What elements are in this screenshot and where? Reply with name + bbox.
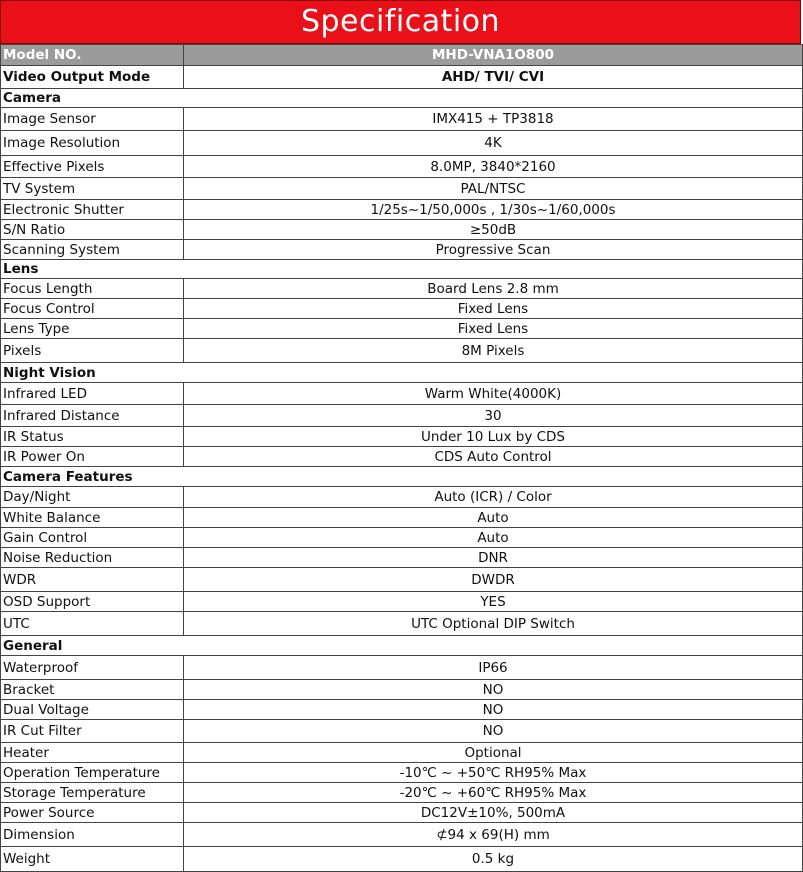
spec-label: Focus Length bbox=[1, 279, 184, 299]
spec-value: CDS Auto Control bbox=[184, 447, 803, 467]
spec-label: Power Source bbox=[1, 803, 184, 823]
table-row bbox=[1, 200, 803, 220]
video-output-label: Video Output Mode bbox=[1, 66, 184, 89]
spec-title: Specification bbox=[0, 0, 801, 44]
spec-label: Infrared Distance bbox=[1, 405, 184, 427]
table-row bbox=[1, 299, 803, 319]
section-night-vision bbox=[1, 363, 803, 383]
spec-label: Focus Control bbox=[1, 299, 184, 319]
section-general bbox=[1, 636, 803, 656]
spec-value: Fixed Lens bbox=[184, 319, 803, 339]
spec-value: Board Lens 2.8 mm bbox=[184, 279, 803, 299]
table-row bbox=[1, 700, 803, 720]
table-row bbox=[1, 487, 803, 508]
spec-value: 4K bbox=[184, 131, 803, 156]
table-row bbox=[1, 823, 803, 847]
spec-value: Progressive Scan bbox=[184, 240, 803, 260]
video-output-value: AHD/ TVI/ CVI bbox=[184, 66, 803, 89]
table-row bbox=[1, 427, 803, 447]
spec-value: DC12V±10%, 500mA bbox=[184, 803, 803, 823]
model-value: MHD-VNA1O800 bbox=[184, 45, 803, 66]
spec-value: Auto bbox=[184, 528, 803, 548]
table-row bbox=[1, 763, 803, 783]
spec-label: Storage Temperature bbox=[1, 783, 184, 803]
table-row bbox=[1, 803, 803, 823]
spec-label: TV System bbox=[1, 178, 184, 200]
section-heading: Night Vision bbox=[1, 363, 803, 383]
spec-label: UTC bbox=[1, 612, 184, 636]
spec-label: Weight bbox=[1, 847, 184, 872]
spec-label: Image Sensor bbox=[1, 108, 184, 131]
spec-value: Optional bbox=[184, 743, 803, 763]
spec-label: Noise Reduction bbox=[1, 548, 184, 568]
spec-value: 30 bbox=[184, 405, 803, 427]
spec-value: IP66 bbox=[184, 656, 803, 680]
table-row bbox=[1, 131, 803, 156]
spec-value: 1/25s~1/50,000s , 1/30s~1/60,000s bbox=[184, 200, 803, 220]
spec-label: IR Status bbox=[1, 427, 184, 447]
table-row bbox=[1, 720, 803, 743]
spec-label: Effective Pixels bbox=[1, 156, 184, 178]
table-row bbox=[1, 783, 803, 803]
table-row bbox=[1, 108, 803, 131]
spec-label: Image Resolution bbox=[1, 131, 184, 156]
spec-value: UTC Optional DIP Switch bbox=[184, 612, 803, 636]
spec-label: Waterproof bbox=[1, 656, 184, 680]
spec-value: IMX415 + TP3818 bbox=[184, 108, 803, 131]
table-row bbox=[1, 319, 803, 339]
spec-value: YES bbox=[184, 592, 803, 612]
video-output-row bbox=[1, 66, 803, 89]
table-row bbox=[1, 656, 803, 680]
section-heading: Lens bbox=[1, 260, 803, 279]
section-lens bbox=[1, 260, 803, 279]
spec-value: DNR bbox=[184, 548, 803, 568]
table-row bbox=[1, 528, 803, 548]
spec-label: Operation Temperature bbox=[1, 763, 184, 783]
section-heading: Camera bbox=[1, 89, 803, 108]
spec-label: Electronic Shutter bbox=[1, 200, 184, 220]
spec-value: NO bbox=[184, 700, 803, 720]
spec-table bbox=[0, 44, 803, 872]
table-row bbox=[1, 405, 803, 427]
spec-label: Heater bbox=[1, 743, 184, 763]
spec-label: Pixels bbox=[1, 339, 184, 363]
table-row bbox=[1, 592, 803, 612]
spec-value: PAL/NTSC bbox=[184, 178, 803, 200]
table-row bbox=[1, 178, 803, 200]
table-row bbox=[1, 568, 803, 592]
section-camera bbox=[1, 89, 803, 108]
table-row bbox=[1, 680, 803, 700]
spec-label: Lens Type bbox=[1, 319, 184, 339]
table-row bbox=[1, 240, 803, 260]
spec-value: Under 10 Lux by CDS bbox=[184, 427, 803, 447]
spec-value: NO bbox=[184, 680, 803, 700]
spec-value: Fixed Lens bbox=[184, 299, 803, 319]
spec-value: DWDR bbox=[184, 568, 803, 592]
spec-label: IR Power On bbox=[1, 447, 184, 467]
spec-value: 0.5 kg bbox=[184, 847, 803, 872]
spec-label: Day/Night bbox=[1, 487, 184, 508]
spec-label: Dimension bbox=[1, 823, 184, 847]
table-row bbox=[1, 612, 803, 636]
table-row bbox=[1, 383, 803, 405]
table-row bbox=[1, 447, 803, 467]
spec-value: Auto bbox=[184, 508, 803, 528]
section-heading: General bbox=[1, 636, 803, 656]
spec-label: OSD Support bbox=[1, 592, 184, 612]
table-row bbox=[1, 847, 803, 872]
spec-value: ≥50dB bbox=[184, 220, 803, 240]
spec-value: ⊄94 x 69(H) mm bbox=[184, 823, 803, 847]
spec-label: White Balance bbox=[1, 508, 184, 528]
spec-value: Auto (ICR) / Color bbox=[184, 487, 803, 508]
model-row bbox=[1, 45, 803, 66]
section-heading: Camera Features bbox=[1, 467, 803, 487]
spec-label: IR Cut Filter bbox=[1, 720, 184, 743]
spec-label: Bracket bbox=[1, 680, 184, 700]
table-row bbox=[1, 508, 803, 528]
spec-label: Infrared LED bbox=[1, 383, 184, 405]
spec-value: -20℃ ~ +60℃ RH95% Max bbox=[184, 783, 803, 803]
spec-value: NO bbox=[184, 720, 803, 743]
spec-label: Scanning System bbox=[1, 240, 184, 260]
table-row bbox=[1, 548, 803, 568]
section-camera-features bbox=[1, 467, 803, 487]
spec-label: WDR bbox=[1, 568, 184, 592]
table-row bbox=[1, 156, 803, 178]
spec-value: 8.0MP, 3840*2160 bbox=[184, 156, 803, 178]
table-row bbox=[1, 220, 803, 240]
spec-value: Warm White(4000K) bbox=[184, 383, 803, 405]
spec-value: 8M Pixels bbox=[184, 339, 803, 363]
spec-label: S/N Ratio bbox=[1, 220, 184, 240]
table-row bbox=[1, 743, 803, 763]
table-row bbox=[1, 279, 803, 299]
table-row bbox=[1, 339, 803, 363]
spec-label: Gain Control bbox=[1, 528, 184, 548]
spec-label: Dual Voltage bbox=[1, 700, 184, 720]
spec-value: -10℃ ~ +50℃ RH95% Max bbox=[184, 763, 803, 783]
model-label: Model NO. bbox=[1, 45, 184, 66]
